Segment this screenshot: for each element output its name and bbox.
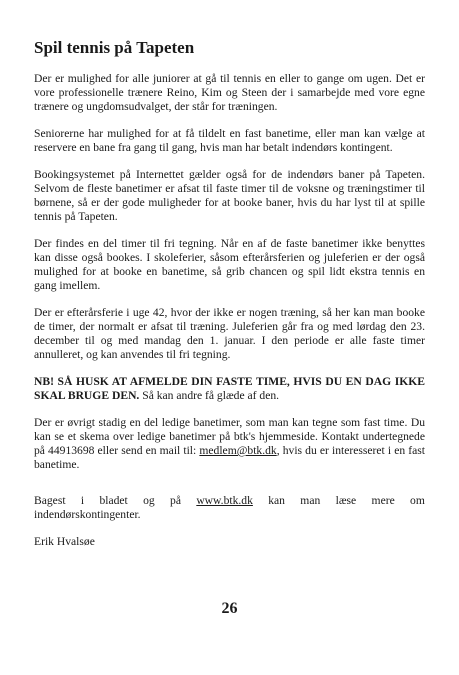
bagest-word: kan bbox=[268, 494, 285, 507]
notice-bold-text: NB! SÅ HUSK AT AFMELDE DIN FASTE TIME, HVIS DU EN DAG IKKE SKAL BRUGE DEN. bbox=[34, 375, 425, 402]
paragraph-contact bbox=[34, 416, 425, 472]
website-link[interactable]: www.btk.dk bbox=[196, 494, 253, 507]
contact-text-after: , hvis du er interesseret i en fast banetime. bbox=[34, 444, 426, 471]
paragraph-booking: Bookingsystemet på Internettet gælder også for de indendørs baner på Tapeten. Selvom de fleste banetimer er afsat til faste timer til de voksne og træningstimer til børnene, så er der gode muligheder for at booke baner, hvis du har lyst til at spille tennis på Tapeten. bbox=[34, 168, 425, 223]
paragraph-juniors: Der er mulighed for alle juniorer at gå til tennis en eller to gange om ugen. Det er vore professionelle trænere Reino, Kim og Steen der i samarbejde med vore egne trænere og ungdomsudvalget, der står for træningen. bbox=[34, 72, 425, 113]
bagest-word: og bbox=[143, 494, 155, 507]
paragraph-holidays: Der er efterårsferie i uge 42, hvor der ikke er nogen træning, så her kan man booke de timer, der normalt er afsat til træning. Juleferien går fra og med lørdag den 23. december til og med mandag den 1. januar. I den periode er alle faste timer annulleret, og kan anvendes til fri tegning. bbox=[34, 306, 425, 361]
bagest-word: læse bbox=[335, 494, 357, 507]
paragraph-seniors: Seniorerne har mulighed for at få tildelt en fast banetime, eller man kan vælge at reservere en bane fra gang til gang, hvis man har betalt indendørs kontingent. bbox=[34, 127, 425, 154]
bagest-word: Bagest bbox=[34, 494, 66, 507]
bagest-word: bladet bbox=[99, 494, 128, 507]
article-title: Spil tennis på Tapeten bbox=[34, 38, 195, 57]
email-link[interactable]: medlem@btk.dk bbox=[199, 444, 277, 457]
notice-rest-text: Så kan andre få glæde af den. bbox=[139, 389, 280, 402]
bagest-word: i bbox=[80, 494, 85, 507]
paragraph-free-booking: Der findes en del timer til fri tegning. Når en af de faste banetimer ikke benyttes kan disse også bookes. I skoleferier, såsom efterårsferien og juleferien er der også mulighed for at booke en banetime, så grib chancen og spil lidt ekstra tennis en gang imellem. bbox=[34, 237, 425, 292]
bagest-word: man bbox=[300, 494, 321, 507]
page-number: 26 bbox=[221, 600, 238, 617]
bagest-line bbox=[34, 494, 425, 508]
bagest-word: på bbox=[170, 494, 181, 507]
author-signature: Erik Hvalsøe bbox=[34, 535, 95, 548]
bagest-word: om bbox=[410, 494, 425, 507]
contact-text-before: Der er øvrigt stadig en del ledige banetimer, som man kan tegne som fast time. Du kan se et skema over ledige banetimer på btk's hjemmeside. Kontakt undertegnede på 44913698 eller send en mail til: bbox=[34, 416, 425, 457]
paragraph-notice bbox=[34, 375, 425, 403]
bagest-word: mere bbox=[371, 494, 395, 507]
bagest-line-2: indendørskontingenter. bbox=[34, 508, 141, 521]
